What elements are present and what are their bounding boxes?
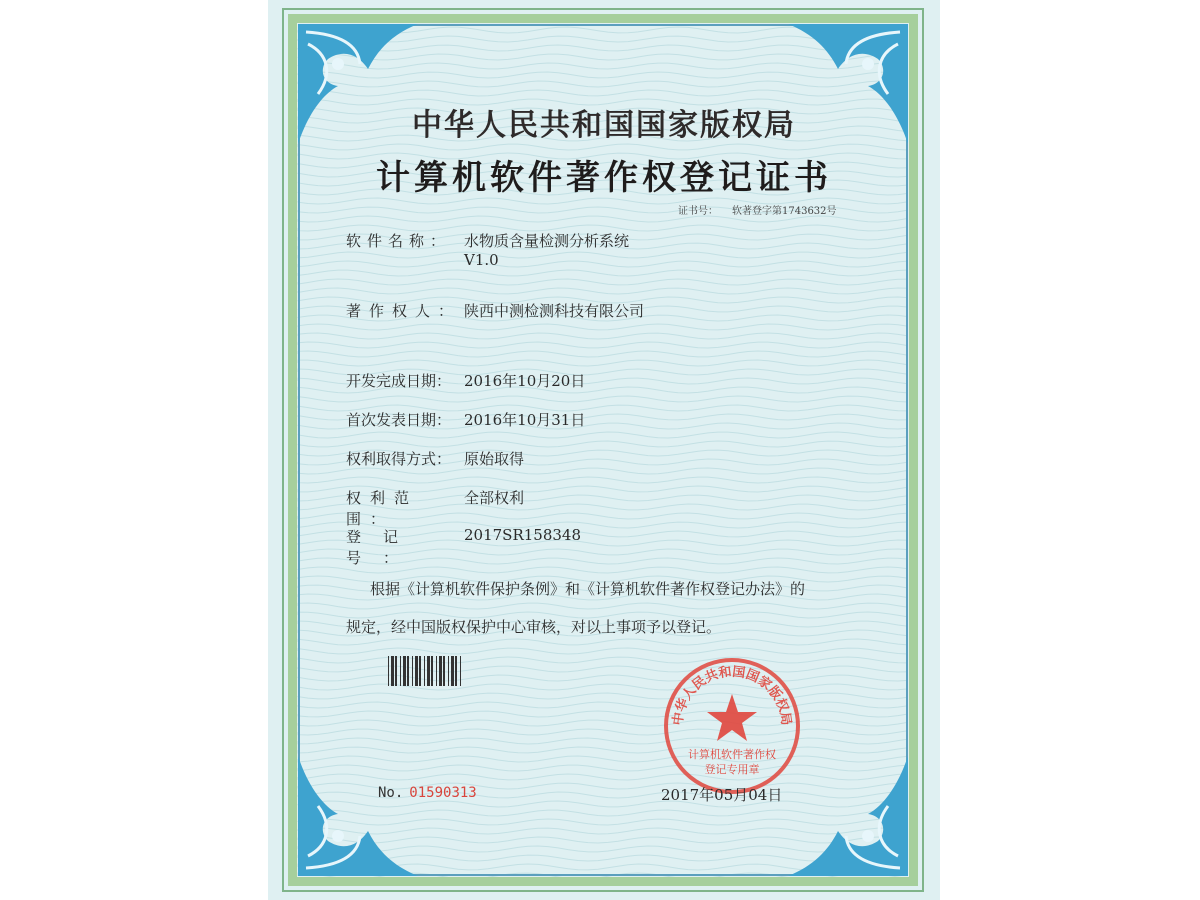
software-version: V1.0 bbox=[464, 251, 499, 269]
field-registration-number bbox=[346, 526, 581, 568]
field-copyright-owner bbox=[346, 300, 644, 321]
field-label: 登记号： bbox=[346, 528, 421, 567]
field-value bbox=[464, 230, 629, 269]
field-label: 权利取得方式： bbox=[346, 450, 452, 468]
issue-date: 2017年05月04日 bbox=[661, 786, 783, 804]
certificate-number bbox=[678, 202, 837, 217]
field-label: 著作权人： bbox=[346, 302, 462, 320]
serial-label: No. bbox=[378, 785, 404, 801]
seal-inner-line-1: 计算机软件著作权 bbox=[688, 748, 776, 761]
field-software-name bbox=[346, 230, 629, 269]
certificate-sheet bbox=[268, 0, 940, 900]
official-seal bbox=[662, 656, 802, 796]
cert-no-value: 软著登字第1743632号 bbox=[732, 206, 837, 217]
field-value: 2016年10月31日 bbox=[464, 411, 586, 429]
issuer-title: 中华人民共和国国家版权局 bbox=[412, 108, 796, 143]
corner-ornament-bottom-left bbox=[298, 756, 418, 876]
field-value: 2016年10月20日 bbox=[464, 372, 586, 390]
software-name: 水物质含量检测分析系统 bbox=[464, 232, 630, 250]
field-value: 原始取得 bbox=[464, 450, 525, 468]
corner-ornament-bottom-right bbox=[788, 756, 908, 876]
seal-outer-text: 中华人民共和国国家版权局 bbox=[670, 664, 794, 727]
seal-star-icon bbox=[707, 694, 757, 741]
field-completion-date bbox=[346, 370, 585, 391]
certificate-title: 计算机软件著作权登记证书 bbox=[376, 158, 832, 198]
serial-value: 01590313 bbox=[409, 785, 477, 801]
field-label: 权利范围： bbox=[346, 489, 419, 528]
field-label: 开发完成日期： bbox=[346, 372, 452, 390]
statement-line-2: 规定，经中国版权保护中心审核，对以上事项予以登记。 bbox=[346, 618, 722, 636]
barcode bbox=[388, 656, 464, 686]
field-value: 2017SR158348 bbox=[464, 526, 582, 544]
seal-inner-line-2: 登记专用章 bbox=[704, 763, 760, 776]
field-value: 陕西中测检测科技有限公司 bbox=[464, 302, 645, 320]
field-rights-scope bbox=[346, 487, 524, 529]
field-label: 软件名称： bbox=[346, 232, 452, 250]
serial-number bbox=[378, 785, 477, 801]
field-value: 全部权利 bbox=[464, 489, 525, 507]
field-label: 首次发表日期： bbox=[346, 411, 452, 429]
field-acquisition bbox=[346, 448, 524, 469]
statement-line-1: 根据《计算机软件保护条例》和《计算机软件著作权登记办法》的 bbox=[370, 580, 806, 598]
cert-no-label: 证书号： bbox=[678, 206, 718, 217]
field-publish-date bbox=[346, 409, 585, 430]
